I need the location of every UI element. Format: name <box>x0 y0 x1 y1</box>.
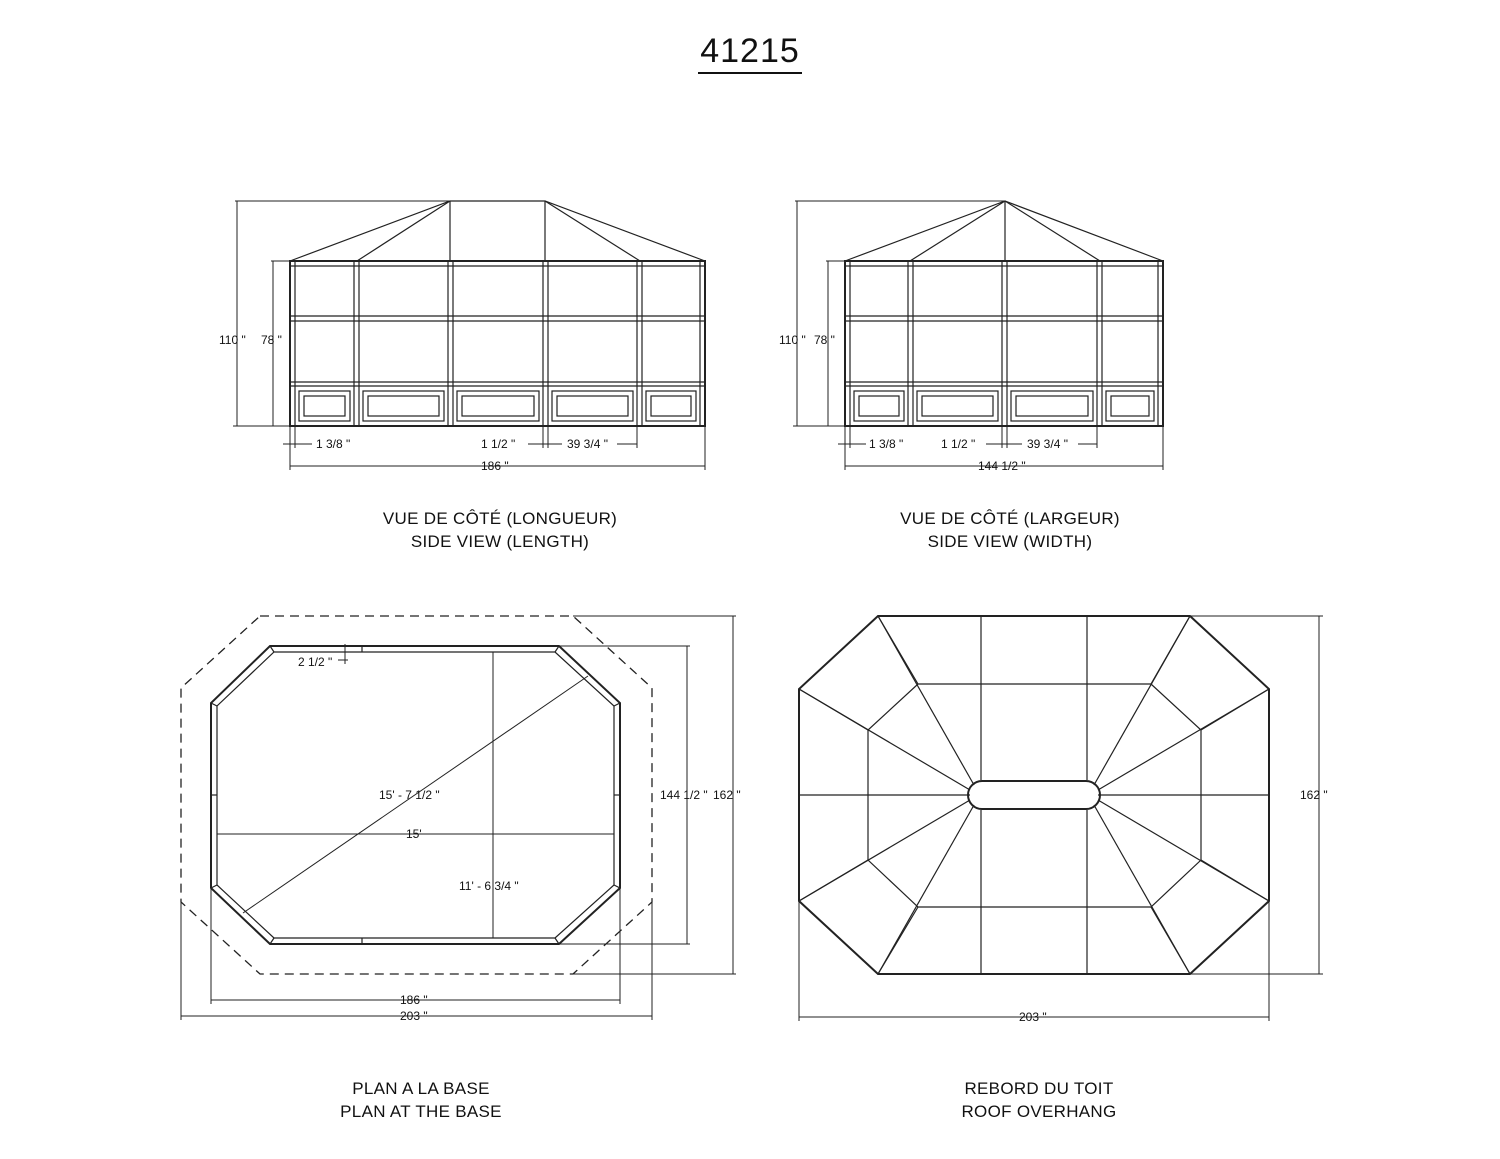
caption-base-plan-fr: PLAN A LA BASE <box>352 1079 490 1098</box>
bp-dim-corner: 2 1/2 " <box>298 655 333 669</box>
bp-dim-length: 186 " <box>400 993 428 1007</box>
base-plan-drawing <box>181 616 736 1020</box>
bp-dim-inner-width: 11' - 6 3/4 " <box>459 879 519 893</box>
bp-dim-diagonal: 15' - 7 1/2 " <box>379 788 440 802</box>
svw-dim-wall-height: 78 " <box>814 333 835 347</box>
caption-side-view-width <box>810 507 1210 553</box>
caption-roof-overhang-fr: REBORD DU TOIT <box>964 1079 1114 1098</box>
side-view-width-drawing <box>793 201 1163 470</box>
caption-roof-overhang-en: ROOF OVERHANG <box>961 1102 1117 1121</box>
ro-dim-width: 162 " <box>1300 788 1328 802</box>
caption-side-view-length <box>300 507 700 553</box>
side-view-length-drawing <box>233 201 705 470</box>
svw-dim-post: 1 3/8 " <box>869 437 904 451</box>
slv-dim-mullion: 1 1/2 " <box>481 437 516 451</box>
svw-dim-overall-height: 110 " <box>779 333 806 347</box>
ro-dim-length: 203 " <box>1019 1010 1047 1024</box>
caption-base-plan-en: PLAN AT THE BASE <box>340 1102 502 1121</box>
bp-dim-width: 144 1/2 " <box>660 788 708 802</box>
caption-roof-overhang <box>839 1077 1239 1123</box>
bp-dim-overhang-length: 203 " <box>400 1009 428 1023</box>
bp-dim-overhang-width: 162 " <box>713 788 741 802</box>
svw-dim-width: 144 1/2 " <box>978 459 1026 473</box>
slv-dim-overall-height: 110 " <box>219 333 246 347</box>
slv-dim-post: 1 3/8 " <box>316 437 351 451</box>
caption-side-view-length-en: SIDE VIEW (LENGTH) <box>410 532 590 551</box>
bp-dim-inner-length: 15' <box>406 827 422 841</box>
drawing-number: 41215 <box>0 32 1500 71</box>
roof-overhang-drawing <box>799 616 1323 1021</box>
caption-side-view-width-fr: VUE DE CÔTÉ (LARGEUR) <box>900 509 1120 528</box>
slv-dim-length: 186 " <box>481 459 509 473</box>
slv-dim-wall-height: 78 " <box>261 333 282 347</box>
slv-dim-panel: 39 3/4 " <box>567 437 608 451</box>
caption-base-plan <box>221 1077 621 1123</box>
caption-side-view-length-fr: VUE DE CÔTÉ (LONGUEUR) <box>382 509 618 528</box>
svw-dim-panel: 39 3/4 " <box>1027 437 1068 451</box>
caption-side-view-width-en: SIDE VIEW (WIDTH) <box>927 532 1093 551</box>
svw-dim-mullion: 1 1/2 " <box>941 437 976 451</box>
